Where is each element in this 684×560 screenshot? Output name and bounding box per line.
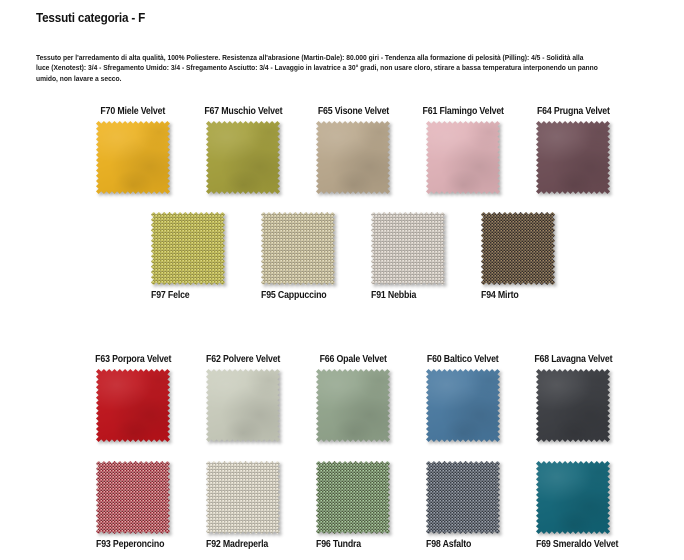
swatch-label-f60: F60 Baltico Velvet — [427, 354, 499, 365]
description-line: luce (Xenotest): 3/4 - Sfregamento Umido: 3/4 - Sfregamento Asciutto: 3/4 - Lavaggio in lavatrice a 30° gradi, non usare cloro, stirare a bassa temperatura interponendo un panno — [36, 63, 598, 73]
weave-texture-sample — [206, 461, 280, 534]
velvet-texture-sample — [536, 461, 610, 534]
weave-texture-sample — [151, 212, 225, 285]
swatch-cell-f66 — [298, 353, 408, 442]
swatch-cell-f61 — [408, 105, 518, 194]
fabric-swatch-f93 — [96, 461, 170, 534]
page-title: Tessuti categoria - F — [36, 10, 146, 25]
swatch-cell-f91 — [353, 212, 463, 302]
swatch-cell-f97 — [133, 212, 243, 302]
fabric-swatch-f92 — [206, 461, 280, 534]
swatch-label-f92: F92 Madreperla — [206, 539, 269, 550]
swatch-label-f69: F69 Smeraldo Velvet — [536, 539, 619, 550]
weave-texture-sample — [371, 212, 445, 285]
swatch-cell-f94 — [463, 212, 573, 302]
swatch-label-f61: F61 Flamingo Velvet — [422, 106, 504, 117]
swatch-cell-f63 — [78, 353, 188, 442]
swatch-cell-f62 — [188, 353, 298, 442]
fabric-swatch-f96 — [316, 461, 390, 534]
swatch-label-f98: F98 Asfalto — [426, 539, 472, 550]
swatch-cell-f64 — [518, 105, 628, 194]
swatch-row-1 — [78, 105, 628, 194]
velvet-texture-sample — [316, 369, 390, 442]
swatch-label-f94: F94 Mirto — [481, 290, 519, 301]
swatch-label-f93: F93 Peperoncino — [96, 539, 165, 550]
swatch-row-4 — [78, 461, 628, 551]
swatch-label-f97: F97 Felce — [151, 290, 190, 301]
swatch-label-f66: F66 Opale Velvet — [319, 354, 387, 365]
swatch-label-f63: F63 Porpora Velvet — [94, 354, 172, 365]
fabric-swatch-f98 — [426, 461, 500, 534]
swatch-label-f67: F67 Muschio Velvet — [203, 106, 283, 117]
swatch-cell-f65 — [298, 105, 408, 194]
swatch-cell-f60 — [408, 353, 518, 442]
fabric-swatch-f63 — [96, 369, 170, 442]
swatch-cell-f95 — [243, 212, 353, 302]
swatch-row-2 — [133, 212, 573, 302]
swatch-cell-f98 — [408, 461, 518, 551]
swatch-cell-f92 — [188, 461, 298, 551]
fabric-swatch-f94 — [481, 212, 555, 285]
weave-texture-sample — [481, 212, 555, 285]
velvet-texture-sample — [206, 369, 280, 442]
description-line: umido, non lavare a secco. — [36, 73, 122, 83]
swatch-label-f65: F65 Visone Velvet — [317, 106, 389, 117]
description-line: Tessuto per l'arredamento di alta qualità, 100% Poliestere. Resistenza all'abrasione (Martin-Dale): 80.000 giri - Tendenza alla formazione di pelosità (Pilling): 4/5 - Solidità alla — [36, 53, 584, 62]
weave-texture-sample — [426, 461, 500, 534]
swatch-cell-f96 — [298, 461, 408, 551]
swatch-cell-f68 — [518, 353, 628, 442]
velvet-texture-sample — [316, 121, 390, 194]
velvet-texture-sample — [426, 369, 500, 442]
swatch-cell-f70 — [78, 105, 188, 194]
velvet-texture-sample — [536, 369, 610, 442]
fabric-swatch-f69 — [536, 461, 610, 534]
swatch-cell-f69 — [518, 461, 628, 551]
fabric-swatch-f61 — [426, 121, 500, 194]
fabric-swatch-f68 — [536, 369, 610, 442]
swatch-label-f70: F70 Miele Velvet — [100, 106, 166, 117]
swatch-label-f91: F91 Nebbia — [371, 290, 417, 301]
fabric-swatch-f65 — [316, 121, 390, 194]
fabric-swatch-f97 — [151, 212, 225, 285]
swatch-label-f64: F64 Prugna Velvet — [536, 106, 610, 117]
velvet-texture-sample — [426, 121, 500, 194]
swatch-label-f68: F68 Lavagna Velvet — [533, 354, 613, 365]
fabric-swatch-f62 — [206, 369, 280, 442]
fabric-description — [36, 53, 598, 84]
fabric-swatch-f64 — [536, 121, 610, 194]
fabric-swatch-f60 — [426, 369, 500, 442]
fabric-swatch-f95 — [261, 212, 335, 285]
swatch-cell-f67 — [188, 105, 298, 194]
weave-texture-sample — [96, 461, 170, 534]
velvet-texture-sample — [206, 121, 280, 194]
velvet-texture-sample — [96, 369, 170, 442]
fabric-swatch-f67 — [206, 121, 280, 194]
weave-texture-sample — [316, 461, 390, 534]
fabric-swatch-f91 — [371, 212, 445, 285]
swatch-label-f62: F62 Polvere Velvet — [205, 354, 281, 365]
weave-texture-sample — [261, 212, 335, 285]
swatch-label-f95: F95 Cappuccino — [261, 290, 327, 301]
fabric-swatch-f70 — [96, 121, 170, 194]
velvet-texture-sample — [536, 121, 610, 194]
swatch-label-f96: F96 Tundra — [316, 539, 362, 550]
fabric-swatch-f66 — [316, 369, 390, 442]
velvet-texture-sample — [96, 121, 170, 194]
swatch-cell-f93 — [78, 461, 188, 551]
swatch-row-3 — [78, 353, 628, 442]
